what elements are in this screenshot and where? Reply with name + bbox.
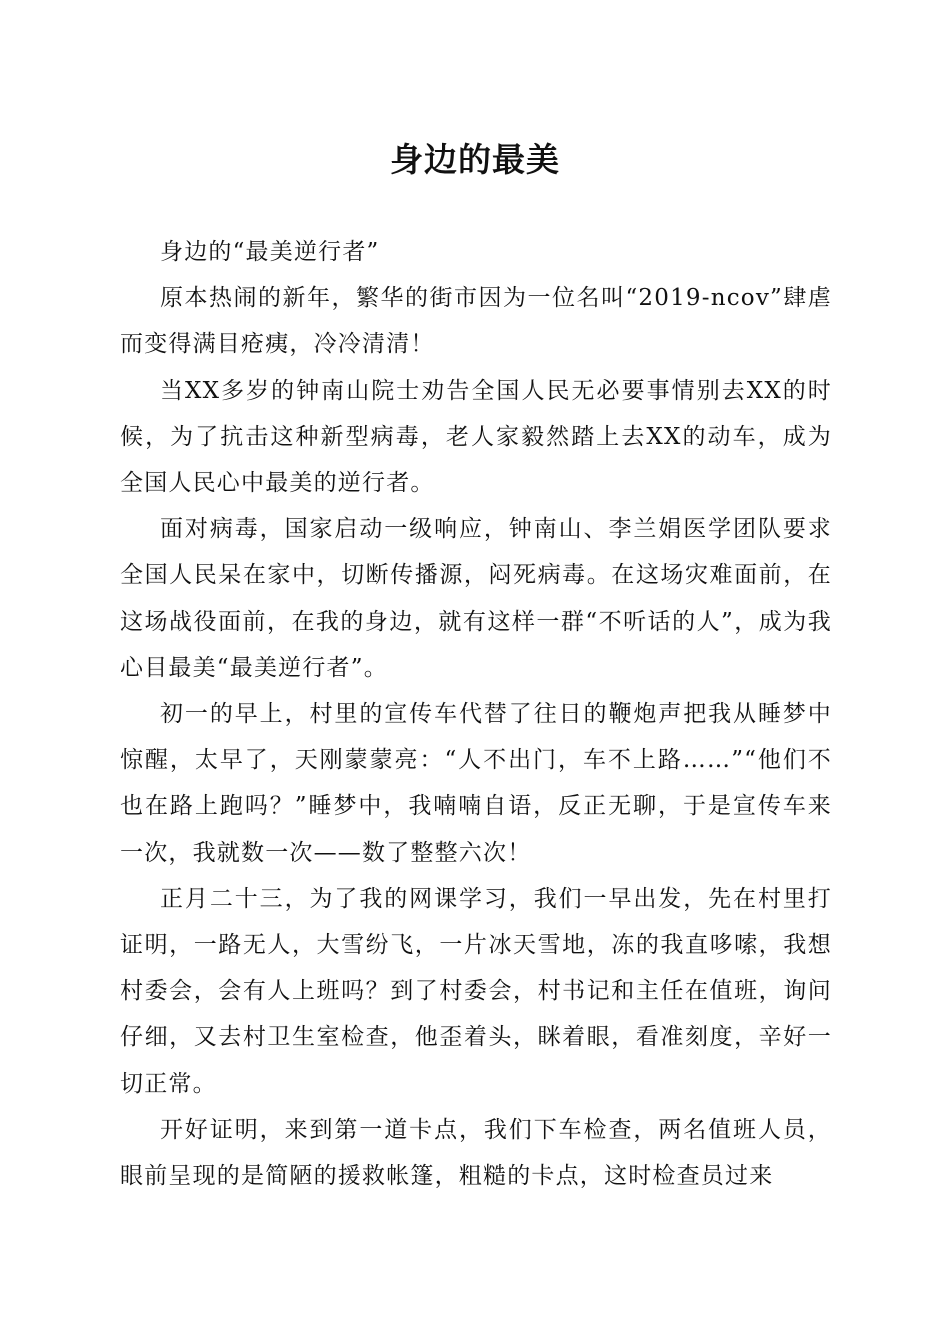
paragraph: 当XX多岁的钟南山院士劝告全国人民无必要事情别去XX的时候，为了抗击这种新型病毒，老人家毅然踏上去XX的动车，成为全国人民心中最美的逆行者。 — [120, 377, 832, 497]
paragraph: 原本热闹的新年，繁华的街市因为一位名叫“2019-ncov”肆虐而变得满目疮痍，冷冷清清！ — [120, 285, 832, 358]
paragraph: 开好证明，来到第一道卡点，我们下车检查，两名值班人员，眼前呈现的是简陋的援救帐篷，粗糙的卡点，这时检查员过来 — [120, 1116, 832, 1190]
paragraph-subtitle: 身边的“最美逆行者” — [160, 239, 380, 265]
paragraph: 面对病毒，国家启动一级响应，钟南山、李兰娟医学团队要求全国人民呆在家中，切断传播源，闷死病毒。在这场灾难面前，在这场战役面前，在我的身边，就有这样一群“不听话的人”，成为我心目最美“最美逆行者”。 — [120, 516, 832, 681]
document-body — [120, 229, 832, 1199]
paragraph: 初一的早上，村里的宣传车代替了往日的鞭炮声把我从睡梦中惊醒，太早了，天刚蒙蒙亮：“人不出门，车不上路……”“他们不也在路上跑吗？”睡梦中，我喃喃自语，反正无聊，于是宣传车来一次，我就数一次——数了整整六次！ — [120, 701, 832, 866]
paragraph: 正月二十三，为了我的网课学习，我们一早出发，先在村里打证明，一路无人，大雪纷飞，一片冰天雪地，冻的我直哆嗦，我想村委会，会有人上班吗？到了村委会，村书记和主任在值班，询问仔细，又去村卫生室检查，他歪着头，眯着眼，看准刻度，辛好一切正常。 — [120, 885, 832, 1097]
document-title: 身边的最美 — [390, 140, 560, 179]
